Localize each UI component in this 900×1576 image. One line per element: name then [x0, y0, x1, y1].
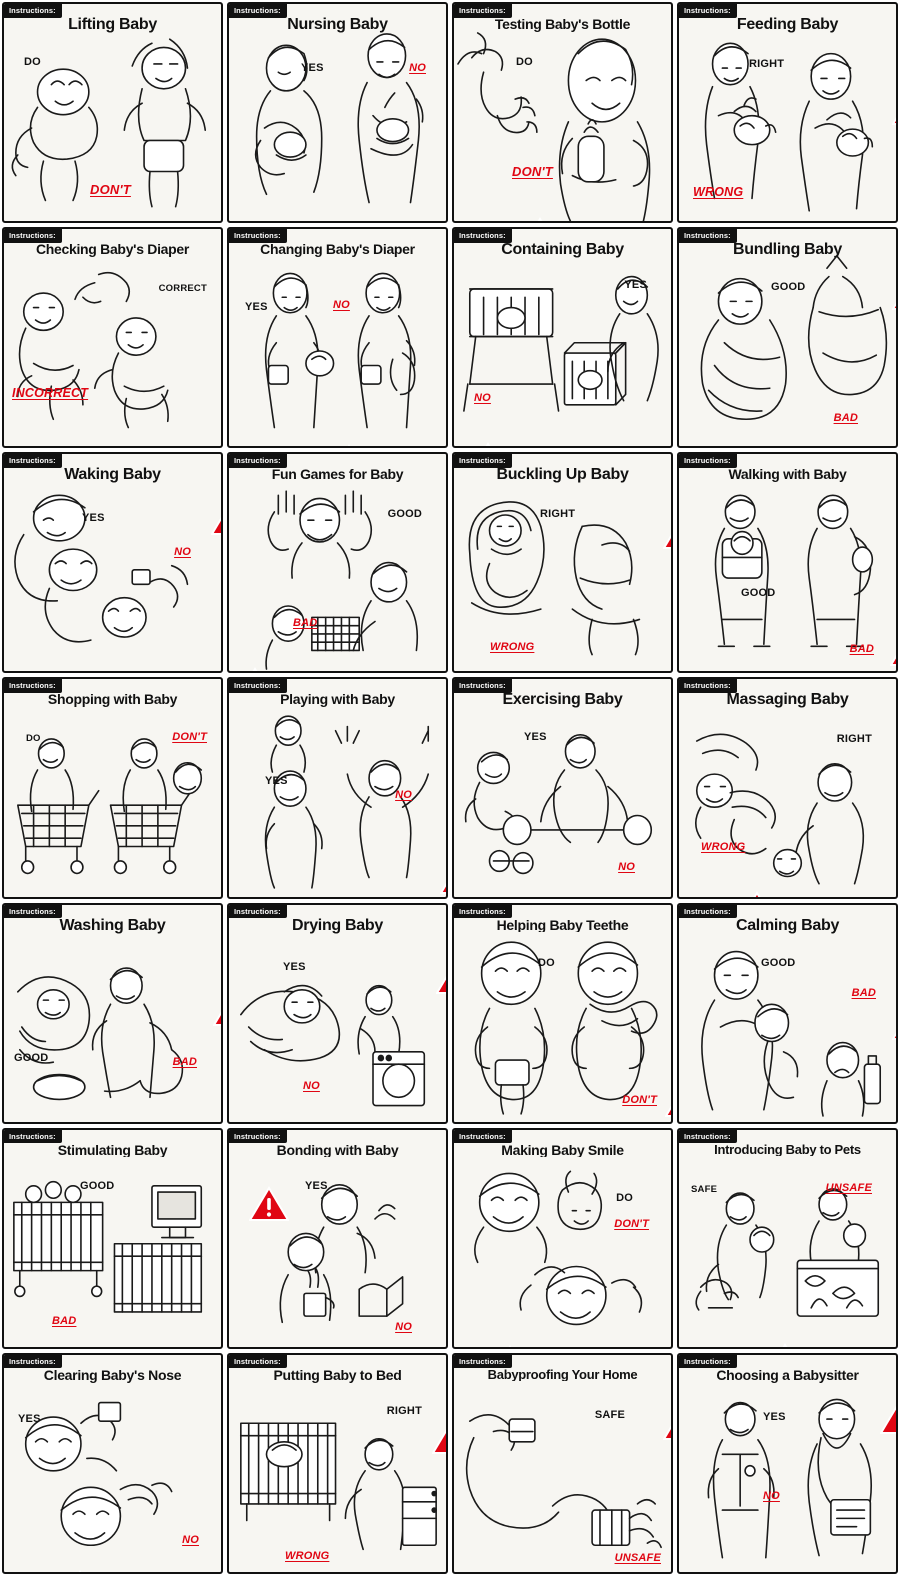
good-label: CORRECT [158, 283, 207, 295]
card-title: Putting Baby to Bed [273, 1367, 402, 1383]
good-label: YES [305, 1179, 328, 1192]
instructions-tab: Instructions: [679, 229, 737, 243]
bad-label: BAD [293, 617, 318, 630]
card-title: Nursing Baby [287, 17, 388, 33]
card-title: Changing Baby's Diaper [260, 242, 415, 257]
card-fun-games-for-baby[interactable] [227, 452, 448, 673]
card-title: Buckling Up Baby [496, 467, 629, 484]
good-label: YES [763, 1410, 786, 1423]
illustration-introducing-baby-to-pets [679, 1130, 896, 1347]
good-label: YES [524, 731, 547, 744]
good-label: YES [245, 301, 268, 314]
good-label: YES [265, 775, 288, 788]
card-title: Calming Baby [735, 917, 840, 934]
bad-label: NO [763, 1489, 780, 1502]
bad-label: WRONG [490, 641, 535, 654]
card-calming-baby[interactable] [677, 903, 898, 1124]
card-testing-babys-bottle[interactable] [452, 2, 673, 223]
bad-label: DON'T [172, 731, 207, 744]
illustration-massaging-baby [679, 679, 896, 896]
bad-label: WRONG [701, 840, 746, 853]
card-title: Making Baby Smile [501, 1142, 624, 1158]
good-label: YES [301, 62, 324, 74]
card-buckling-up-baby[interactable] [452, 452, 673, 673]
bad-label: INCORRECT [12, 386, 89, 401]
card-choosing-a-babysitter[interactable] [677, 1353, 898, 1574]
card-putting-baby-to-bed[interactable] [227, 1353, 448, 1574]
good-label: DO [24, 56, 41, 68]
card-helping-baby-teethe[interactable] [452, 903, 673, 1124]
illustration-babyproofing-your-home [454, 1355, 671, 1572]
illustration-containing-baby [454, 229, 671, 446]
illustration-shopping-with-baby [4, 679, 221, 896]
card-lifting-baby[interactable] [2, 2, 223, 223]
card-title: Testing Baby's Bottle [494, 17, 631, 32]
card-introducing-baby-to-pets[interactable] [677, 1128, 898, 1349]
good-label: SAFE [594, 1408, 625, 1421]
illustration-making-baby-smile [454, 1130, 671, 1347]
good-label: RIGHT [749, 58, 785, 70]
bad-label: NO [395, 789, 412, 802]
good-label: GOOD [14, 1051, 49, 1064]
illustration-walking-with-baby [679, 454, 896, 671]
card-waking-baby[interactable] [2, 452, 223, 673]
good-label: DO [26, 733, 41, 745]
card-title: Babyproofing Your Home [487, 1367, 638, 1382]
card-playing-with-baby[interactable] [227, 677, 448, 898]
card-making-baby-smile[interactable] [452, 1128, 673, 1349]
card-checking-babys-diaper[interactable] [2, 227, 223, 448]
instructions-tab: Instructions: [4, 679, 62, 693]
card-title: Stimulating Baby [57, 1142, 168, 1158]
bad-label: DON'T [614, 1217, 649, 1230]
good-label: YES [624, 279, 647, 292]
bad-label: DON'T [622, 1093, 657, 1106]
good-label: YES [82, 512, 105, 525]
bad-label: BAD [52, 1314, 77, 1327]
good-label: RIGHT [540, 508, 576, 521]
bad-label: NO [618, 860, 635, 873]
card-title: Washing Baby [59, 917, 166, 934]
card-bundling-baby[interactable] [677, 227, 898, 448]
card-title: Bundling Baby [733, 242, 842, 259]
card-shopping-with-baby[interactable] [2, 677, 223, 898]
bad-label: BAD [851, 986, 876, 999]
illustration-putting-baby-to-bed [229, 1355, 446, 1572]
instructions-tab: Instructions: [4, 905, 62, 919]
good-label: GOOD [761, 956, 796, 969]
illustration-testing-babys-bottle [454, 4, 671, 221]
instructions-tab: Instructions: [679, 4, 737, 18]
card-title: Massaging Baby [726, 692, 849, 709]
good-label: RIGHT [386, 1404, 422, 1417]
bad-label: NO [182, 1533, 199, 1546]
instructions-tab: Instructions: [454, 679, 512, 693]
instructions-tab: Instructions: [229, 905, 287, 919]
card-title: Clearing Baby's Nose [43, 1367, 182, 1383]
card-exercising-baby[interactable] [452, 677, 673, 898]
illustration-washing-baby [4, 905, 221, 1122]
good-label: YES [18, 1412, 41, 1425]
card-changing-babys-diaper[interactable] [227, 227, 448, 448]
instructions-tab: Instructions: [454, 229, 512, 243]
bad-label: BAD [833, 412, 858, 425]
card-title: Checking Baby's Diaper [35, 242, 190, 257]
card-title: Walking with Baby [728, 467, 847, 482]
bad-label: WRONG [285, 1549, 330, 1562]
instructions-tab: Instructions: [454, 4, 512, 18]
instructions-tab: Instructions: [454, 454, 512, 468]
illustration-exercising-baby [454, 679, 671, 896]
illustration-stimulating-baby [4, 1130, 221, 1347]
card-title: Playing with Baby [280, 692, 395, 708]
card-title: Waking Baby [64, 467, 161, 484]
bad-label: DON'T [512, 164, 553, 180]
card-walking-with-baby[interactable] [677, 452, 898, 673]
instructions-tab: Instructions: [4, 1130, 62, 1144]
illustration-nursing-baby [229, 4, 446, 221]
bad-label: DON'T [90, 182, 131, 198]
instructions-tab: Instructions: [454, 1355, 512, 1369]
bad-label: UNSAFE [614, 1551, 661, 1564]
instructions-tab: Instructions: [454, 905, 512, 919]
illustration-waking-baby [4, 454, 221, 671]
bad-label: BAD [172, 1055, 197, 1068]
card-title: Choosing a Babysitter [716, 1367, 859, 1383]
good-label: GOOD [741, 587, 776, 600]
instructions-tab: Instructions: [229, 679, 287, 693]
illustration-checking-babys-diaper [4, 229, 221, 446]
bad-label: UNSAFE [825, 1181, 872, 1194]
good-label: DO [616, 1191, 633, 1204]
illustration-calming-baby [679, 905, 896, 1122]
card-clearing-babys-nose[interactable] [2, 1353, 223, 1574]
card-stimulating-baby[interactable] [2, 1128, 223, 1349]
instructions-tab: Instructions: [4, 454, 62, 468]
bad-label: NO [174, 546, 191, 559]
card-drying-baby[interactable] [227, 903, 448, 1124]
instructions-tab: Instructions: [454, 1130, 512, 1144]
good-label: DO [516, 56, 533, 68]
bad-label: NO [474, 392, 491, 405]
instructions-tab: Instructions: [679, 454, 737, 468]
illustration-drying-baby [229, 905, 446, 1122]
good-label: GOOD [387, 508, 422, 521]
bad-label: NO [395, 1320, 412, 1333]
instructions-tab: Instructions: [229, 1130, 287, 1144]
good-label: GOOD [80, 1179, 115, 1192]
illustration-changing-babys-diaper [229, 229, 446, 446]
illustration-bonding-with-baby [229, 1130, 446, 1347]
card-title: Containing Baby [501, 242, 624, 259]
instructions-tab: Instructions: [229, 229, 287, 243]
illustration-bundling-baby [679, 229, 896, 446]
bad-label: BAD [849, 643, 874, 656]
instructions-tab: Instructions: [679, 679, 737, 693]
illustration-helping-baby-teethe [454, 905, 671, 1122]
instructions-tab: Instructions: [229, 454, 287, 468]
good-label: DO [538, 956, 555, 969]
good-label: RIGHT [836, 733, 872, 746]
card-title: Shopping with Baby [47, 692, 178, 708]
illustration-buckling-up-baby [454, 454, 671, 671]
good-label: SAFE [691, 1183, 718, 1195]
card-babyproofing-your-home[interactable] [452, 1353, 673, 1574]
card-title: Fun Games for Baby [271, 467, 404, 482]
card-nursing-baby[interactable] [227, 2, 448, 223]
instructions-tab: Instructions: [679, 1130, 737, 1144]
instructions-tab: Instructions: [679, 1355, 737, 1369]
bad-label: NO [333, 299, 350, 312]
card-title: Helping Baby Teethe [496, 917, 629, 933]
bad-label: WRONG [693, 185, 744, 200]
instructions-tab: Instructions: [229, 4, 287, 18]
bad-label: NO [409, 62, 426, 74]
card-title: Introducing Baby to Pets [714, 1142, 861, 1157]
instructions-tab: Instructions: [4, 4, 62, 18]
card-title: Drying Baby [292, 917, 383, 934]
card-title: Bonding with Baby [276, 1142, 399, 1158]
card-title: Exercising Baby [502, 692, 623, 709]
good-label: YES [283, 960, 306, 973]
instructions-tab: Instructions: [679, 905, 737, 919]
illustration-fun-games-for-baby [229, 454, 446, 671]
card-feeding-baby[interactable] [677, 2, 898, 223]
card-title: Feeding Baby [736, 17, 839, 33]
card-containing-baby[interactable] [452, 227, 673, 448]
instructions-tab: Instructions: [4, 229, 62, 243]
illustration-playing-with-baby [229, 679, 446, 896]
card-massaging-baby[interactable] [677, 677, 898, 898]
card-title: Lifting Baby [68, 17, 157, 33]
instructions-tab: Instructions: [4, 1355, 62, 1369]
card-washing-baby[interactable] [2, 903, 223, 1124]
card-bonding-with-baby[interactable] [227, 1128, 448, 1349]
illustration-choosing-a-babysitter [679, 1355, 896, 1572]
bad-label: NO [303, 1079, 320, 1092]
good-label: GOOD [771, 281, 806, 294]
instructions-tab: Instructions: [229, 1355, 287, 1369]
